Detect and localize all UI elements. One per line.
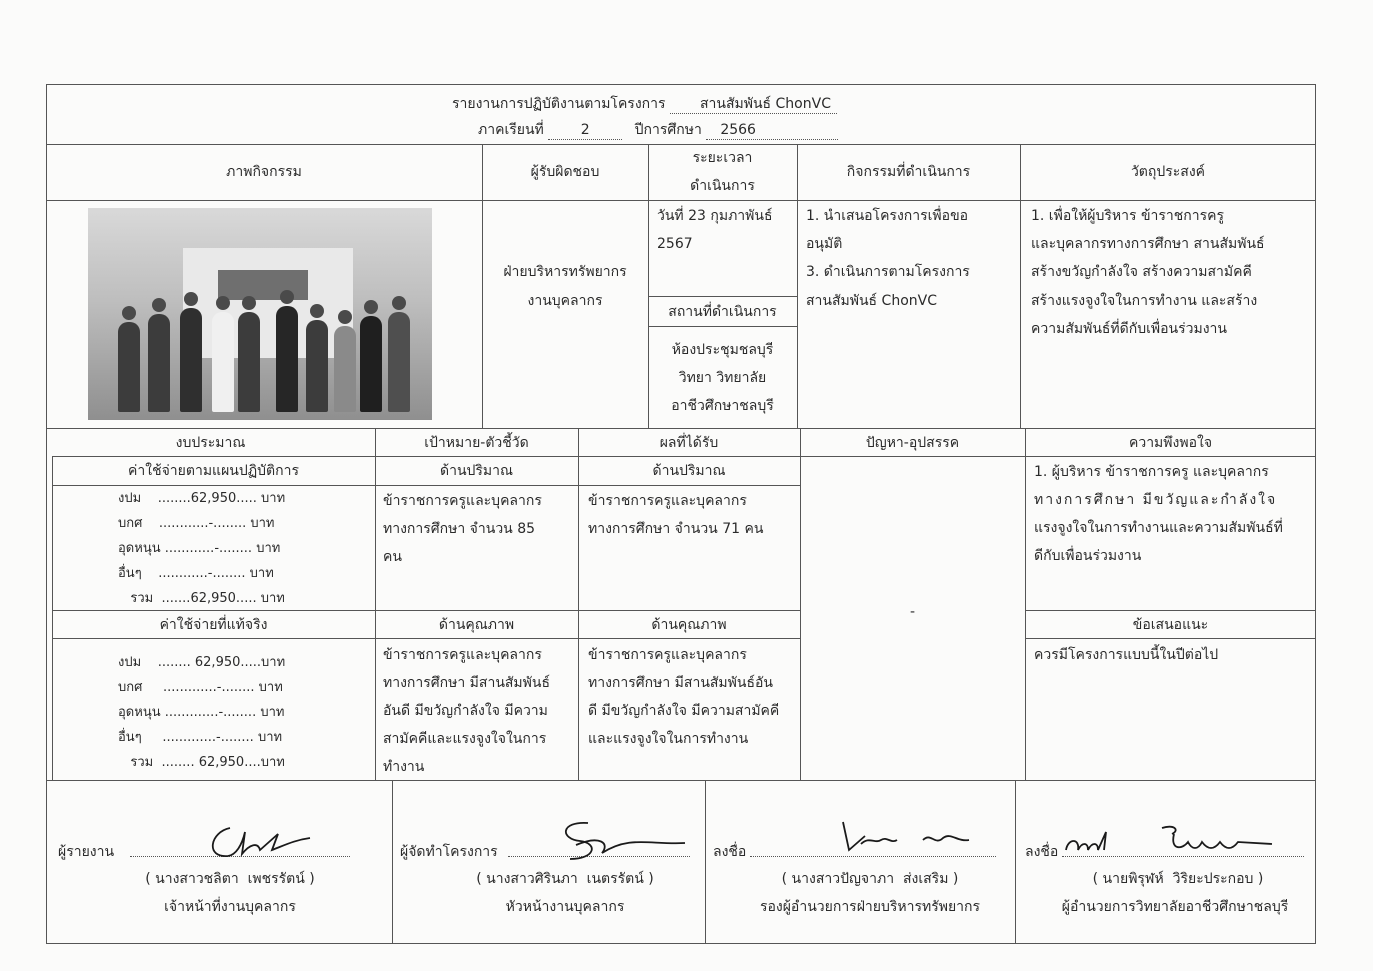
- header-period-2: ดำเนินการ: [690, 178, 755, 194]
- header-targets: เป้าหมาย-ตัวชี้วัด: [424, 435, 529, 451]
- plan-budget-row: บกศ ............-........ บาท: [118, 516, 275, 531]
- signature-label: ผู้จัดทำโครงการ: [400, 844, 498, 860]
- objective-line3: สร้างขวัญกำลังใจ สร้างความสามัคคี: [1031, 264, 1252, 280]
- result-quality-line: ดี มีขวัญกำลังใจ มีความสามัคคี: [588, 703, 780, 719]
- semester-value: [548, 121, 622, 140]
- header-result-quantity: ด้านปริมาณ: [652, 463, 726, 479]
- signature-position: รองผู้อำนวยการฝ่ายบริหารทรัพยากร: [759, 899, 981, 915]
- result-quantity-line: ข้าราชการครูและบุคลากร: [588, 493, 747, 509]
- period-line1: วันที่ 23 กุมภาพันธ์: [657, 208, 773, 224]
- year-value: [706, 121, 838, 140]
- target-quantity-line: คน: [383, 549, 402, 565]
- report-title: [452, 90, 837, 118]
- objective-line5: ความสัมพันธ์ที่ดีกับเพื่อนร่วมงาน: [1031, 321, 1227, 337]
- plan-budget-row: อื่นๆ ............-........ บาท: [118, 566, 274, 581]
- signature-scribble-icon: [540, 815, 690, 865]
- signature-name: ( นางสาวชลิตา เพชรรัตน์ ): [145, 871, 315, 887]
- signature-label: ลงชื่อ: [1025, 844, 1059, 860]
- actual-budget-row: อื่นๆ .............-........ บาท: [118, 730, 283, 745]
- signature-position: เจ้าหน้าที่งานบุคลากร: [164, 899, 296, 915]
- activity-line3: 3. ดำเนินการตามโครงการ: [806, 264, 970, 280]
- project-name-text: สานสัมพันธ์ ChonVC: [699, 96, 831, 112]
- header-photo: ภาพกิจกรรม: [226, 164, 302, 180]
- actual-budget-row: งปม ........ 62,950.....บาท: [118, 655, 286, 670]
- activity-line1: 1. นำเสนอโครงการเพื่อขอ: [806, 208, 969, 224]
- plan-budget-row: อุดหนุน ............-........ บาท: [118, 541, 281, 556]
- header-location: สถานที่ดำเนินการ: [668, 304, 777, 320]
- header-suggestion: ข้อเสนอแนะ: [1132, 617, 1209, 633]
- header-period-1: ระยะเวลา: [692, 150, 753, 166]
- actual-budget-row: บกศ .............-........ บาท: [118, 680, 283, 695]
- signature-scribble-icon: [1062, 820, 1302, 860]
- result-quantity-line: ทางการศึกษา จำนวน 71 คน: [588, 521, 764, 537]
- header-responsible: ผู้รับผิดชอบ: [530, 164, 600, 180]
- header-result-quality: ด้านคุณภาพ: [651, 617, 727, 633]
- header-results: ผลที่ได้รับ: [659, 435, 719, 451]
- responsible-line2: งานบุคลากร: [527, 293, 603, 309]
- objective-line4: สร้างแรงจูงใจในการทำงาน และสร้าง: [1031, 293, 1258, 309]
- signature-position: หัวหน้างานบุคลากร: [505, 899, 625, 915]
- semester-text: 2: [580, 122, 590, 138]
- header-target-quality: ด้านคุณภาพ: [438, 617, 515, 633]
- target-quality-line: อันดี มีขวัญกำลังใจ มีความ: [383, 703, 548, 719]
- objective-line2: และบุคลากรทางการศึกษา สานสัมพันธ์: [1031, 236, 1265, 252]
- year-text: 2566: [720, 122, 756, 138]
- location-line1: ห้องประชุมชลบุรี: [671, 342, 774, 358]
- year-label: ปีการศึกษา: [634, 122, 702, 138]
- header-activities: กิจกรรมที่ดำเนินการ: [846, 164, 971, 180]
- semester-line: [478, 116, 838, 144]
- signature-label: ผู้รายงาน: [58, 844, 115, 860]
- result-quality-line: ข้าราชการครูและบุคลากร: [588, 647, 747, 663]
- result-quality-line: ทางการศึกษา มีสานสัมพันธ์อัน: [588, 675, 773, 691]
- signature-label: ลงชื่อ: [713, 844, 747, 860]
- signature-scribble-icon: [200, 820, 320, 865]
- group-photo-icon: [88, 208, 432, 420]
- signature-scribble-icon: [835, 818, 975, 858]
- semester-label: ภาคเรียนที่: [478, 122, 544, 138]
- project-name: [670, 95, 837, 114]
- period-line2: 2567: [657, 236, 693, 252]
- suggestion-text: ควรมีโครงการแบบนี้ในปีต่อไป: [1034, 647, 1219, 663]
- satisfaction-line: 1. ผู้บริหาร ข้าราชการครู และบุคลากร: [1034, 464, 1269, 480]
- target-quality-line: ข้าราชการครูและบุคลากร: [383, 647, 542, 663]
- objective-line1: 1. เพื่อให้ผู้บริหาร ข้าราชการครู: [1031, 208, 1225, 224]
- satisfaction-line: ทางการศึกษา มีขวัญและกำลังใจ: [1034, 492, 1278, 508]
- satisfaction-line: ดีกับเพื่อนร่วมงาน: [1034, 548, 1142, 564]
- header-budget: งบประมาณ: [175, 435, 246, 451]
- target-quality-line: ทำงาน: [383, 759, 425, 775]
- actual-budget-row: รวม ........ 62,950....บาท: [118, 755, 285, 770]
- result-quality-line: และแรงจูงใจในการทำงาน: [588, 731, 749, 747]
- header-satisfaction: ความพึงพอใจ: [1128, 435, 1213, 451]
- target-quality-line: ทางการศึกษา มีสานสัมพันธ์: [383, 675, 551, 691]
- problems-value: -: [909, 604, 916, 620]
- activity-line4: สานสัมพันธ์ ChonVC: [806, 293, 937, 309]
- location-line3: อาชีวศึกษาชลบุรี: [671, 398, 774, 414]
- target-quantity-line: ทางการศึกษา จำนวน 85: [383, 521, 536, 537]
- header-actual-expense: ค่าใช้จ่ายที่แท้จริง: [159, 617, 268, 633]
- plan-budget-row: งปม ........62,950..... บาท: [118, 491, 286, 506]
- responsible-line1: ฝ่ายบริหารทรัพยากร: [503, 264, 627, 280]
- header-target-quantity: ด้านปริมาณ: [439, 463, 513, 479]
- title-prefix: รายงานการปฏิบัติงานตามโครงการ: [452, 96, 666, 112]
- target-quality-line: สามัคคีและแรงจูงใจในการ: [383, 731, 547, 747]
- activity-line2: อนุมัติ: [806, 236, 843, 252]
- header-objectives: วัตถุประสงค์: [1130, 164, 1206, 180]
- header-problems: ปัญหา-อุปสรรค: [865, 435, 960, 451]
- satisfaction-line: แรงจูงใจในการทำงานและความสัมพันธ์ที่: [1034, 520, 1283, 536]
- signature-name: ( นายพิรุฬห์ วิริยะประกอบ ): [1092, 871, 1264, 887]
- signature-position: ผู้อำนวยการวิทยาลัยอาชีวศึกษาชลบุรี: [1061, 899, 1289, 915]
- actual-budget-row: อุดหนุน .............-........ บาท: [118, 705, 285, 720]
- location-line2: วิทยา วิทยาลัย: [678, 370, 767, 386]
- target-quantity-line: ข้าราชการครูและบุคลากร: [383, 493, 542, 509]
- signature-name: ( นางสาวปัญจาภา ส่งเสริม ): [781, 871, 959, 887]
- signature-name: ( นางสาวศิรินภา เนตรรัตน์ ): [476, 871, 654, 887]
- header-plan-expense: ค่าใช้จ่ายตามแผนปฏิบัติการ: [128, 463, 299, 479]
- plan-budget-row: รวม .......62,950..... บาท: [118, 591, 285, 606]
